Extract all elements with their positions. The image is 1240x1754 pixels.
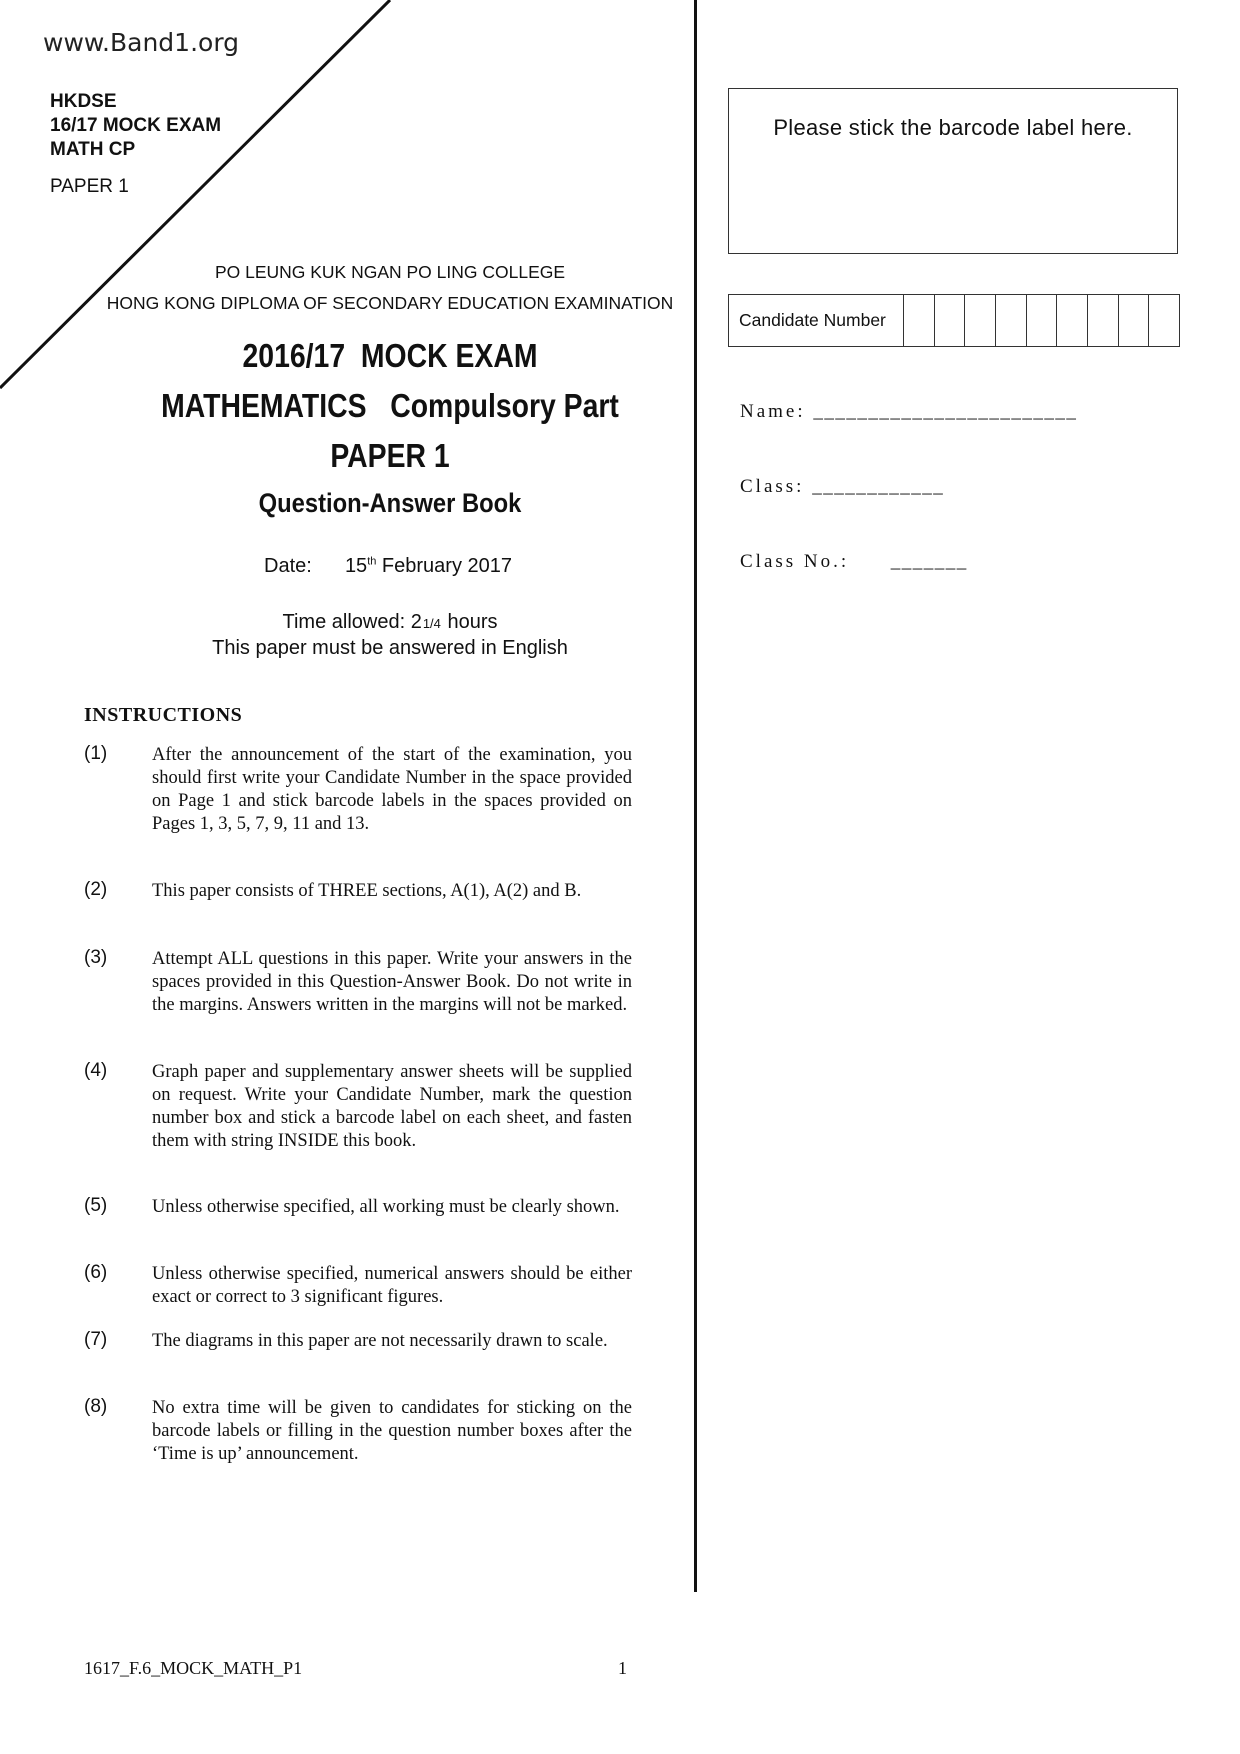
instruction-number: (4) [84, 1060, 108, 1081]
class-no-label: Class No.: [740, 551, 850, 572]
candidate-number-cell[interactable] [1119, 295, 1150, 346]
instruction-number: (8) [84, 1396, 108, 1417]
name-label: Name: [740, 401, 806, 422]
corner-mock-exam: 16/17 MOCK EXAM [50, 115, 222, 136]
class-label: Class: [740, 476, 805, 497]
name-line: ________________________ [813, 401, 1078, 422]
candidate-number-cell[interactable] [996, 295, 1027, 346]
footer-paper-code: 1617_F.6_MOCK_MATH_P1 [84, 1658, 303, 1678]
vertical-divider [694, 0, 697, 1592]
instruction-number: (2) [84, 879, 108, 900]
candidate-number-cell[interactable] [965, 295, 996, 346]
title-mock-exam: 2016/17 MOCK EXAM [242, 337, 538, 374]
instruction-text: This paper consists of THREE sections, A(1), A(2) and B. [152, 881, 582, 901]
class-field[interactable] [740, 476, 944, 498]
time-suffix: hours [441, 611, 498, 633]
time-fraction: 1/4 [422, 616, 441, 631]
title-subject: MATHEMATICS Compulsory Part [161, 387, 619, 424]
instruction-number: (3) [84, 947, 108, 968]
instruction-text: Unless otherwise specified, numerical answers should be either exact or correct to 3 significant figures. [152, 1264, 632, 1307]
language-note: This paper must be answered in English [212, 637, 568, 659]
date-day: 15 [344, 555, 368, 577]
corner-paper: PAPER 1 [50, 176, 129, 197]
class-line: ____________ [812, 476, 945, 497]
candidate-number-cell[interactable] [1149, 295, 1179, 346]
candidate-number-cell[interactable] [1057, 295, 1088, 346]
candidate-number-box [728, 294, 1180, 347]
watermark: www.Band1.org [43, 28, 240, 57]
candidate-number-cell[interactable] [904, 295, 935, 346]
exam-name: HONG KONG DIPLOMA OF SECONDARY EDUCATION EXAMINATION [106, 293, 674, 313]
barcode-label-text: Please stick the barcode label here. [773, 115, 1133, 140]
instructions-heading: INSTRUCTIONS [84, 704, 243, 726]
candidate-number-cell[interactable] [935, 295, 966, 346]
instruction-number: (5) [84, 1195, 108, 1216]
exam-date [264, 555, 512, 578]
instruction-text: After the announcement of the start of the examination, you should first write your Candidate Number in the space provided on Page 1 and stick barcode labels in the spaces provided on Pages 1, 3, 5, 7, 9, 11 and 13. [152, 745, 632, 834]
class-no-field[interactable] [740, 551, 968, 573]
time-prefix: Time allowed: 2 [282, 611, 422, 633]
name-field[interactable] [740, 401, 1077, 423]
instruction-number: (6) [84, 1262, 108, 1283]
instruction-number: (1) [84, 743, 108, 764]
instruction-text: No extra time will be given to candidates for sticking on the barcode labels or filling in the question number boxes after the ‘Time is up’ announcement. [152, 1398, 632, 1464]
instruction-text: Attempt ALL questions in this paper. Write your answers in the spaces provided in this Question-Answer Book. Do not write in the margins. Answers written in the margins will not be marked. [152, 949, 632, 1015]
candidate-number-label: Candidate Number [729, 295, 904, 346]
instruction-text: The diagrams in this paper are not necessarily drawn to scale. [152, 1331, 608, 1351]
instruction-text: Unless otherwise specified, all working must be clearly shown. [152, 1197, 620, 1217]
date-label: Date: [264, 555, 312, 577]
time-allowed [60, 611, 720, 634]
instruction-number: (7) [84, 1329, 108, 1350]
date-suffix: th [367, 555, 377, 568]
title-book: Question-Answer Book [258, 488, 522, 518]
instruction-text: Graph paper and supplementary answer sheets will be supplied on request. Write your Candidate Number, mark the question number box and stick a barcode label on each sheet, and fasten them with string INSIDE this book. [152, 1062, 632, 1151]
corner-hkdse: HKDSE [50, 91, 117, 112]
title-paper: PAPER 1 [330, 437, 450, 474]
candidate-number-cell[interactable] [1027, 295, 1058, 346]
candidate-number-cell[interactable] [1088, 295, 1119, 346]
class-no-line: _______ [890, 551, 968, 572]
barcode-label-box [728, 88, 1178, 254]
corner-subject: MATH CP [50, 139, 136, 160]
college-name: PO LEUNG KUK NGAN PO LING COLLEGE [214, 262, 566, 282]
page-number: 1 [618, 1658, 627, 1678]
date-rest: February 2017 [376, 555, 513, 577]
